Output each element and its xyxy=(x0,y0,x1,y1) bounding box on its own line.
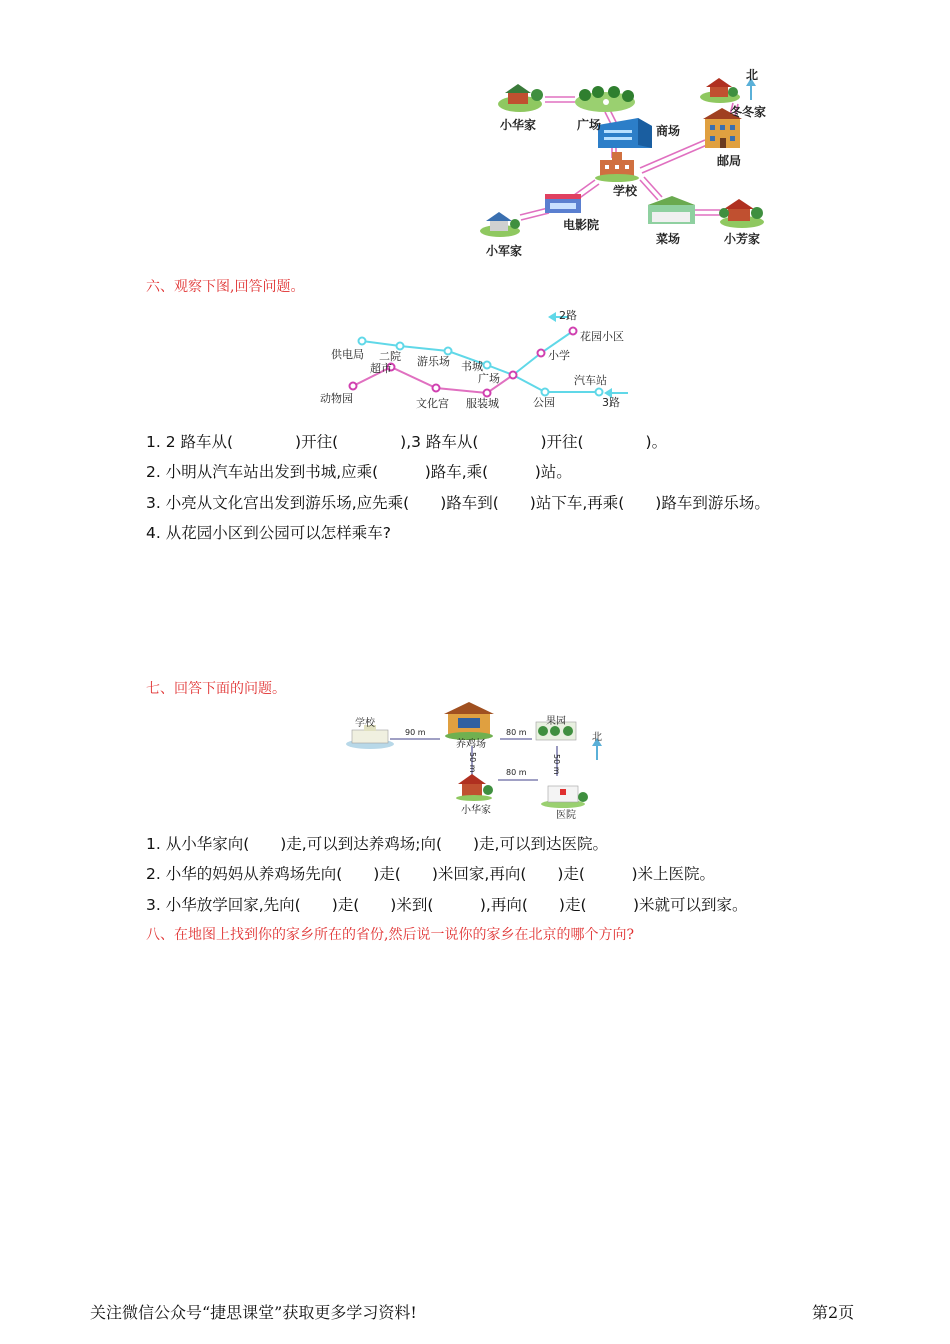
bus-station-label: 汽车站 xyxy=(574,374,607,387)
footer-note: 关注微信公众号“捷思课堂”获取更多学习资料! xyxy=(90,1303,417,1322)
section-6-question-3: 3. 小亮从文化宫出发到游乐场,应先乘( )路车到( )站下车,再乘( )路车到游乐场。 xyxy=(146,494,770,512)
xiaofang-home-label: 小芳家 xyxy=(724,232,761,246)
mall-label: 商场 xyxy=(656,124,681,138)
zoo-label: 动物园 xyxy=(320,392,353,405)
distance-school-farm: 90 m xyxy=(405,728,426,737)
square-label: 广场 xyxy=(577,118,602,132)
primary-school-label: 小学 xyxy=(548,349,570,362)
xiaohua-home-label: 小华家 xyxy=(500,118,537,132)
route-2-label: 2路 xyxy=(559,309,577,322)
xiaohua-home-label: 小华家 xyxy=(461,805,491,816)
chicken-farm-label: 养鸡场 xyxy=(456,739,486,750)
market-label: 菜场 xyxy=(656,232,681,246)
dongdong-home-label: 冬冬家 xyxy=(730,105,767,119)
section-8-title: 八、在地图上找到你的家乡所在的省份,然后说一说你的家乡在北京的哪个方向? xyxy=(146,927,634,943)
school-label: 学校 xyxy=(355,718,375,729)
amusement-label: 游乐场 xyxy=(417,355,450,368)
section-6-question-1: 1. 2 路车从( )开往( ),3 路车从( )开往( )。 xyxy=(146,433,668,451)
hospital-icon xyxy=(541,786,588,808)
bookcity-label: 书城 xyxy=(461,360,483,373)
supermarket-label: 超市 xyxy=(370,362,392,375)
garden-community-label: 花园小区 xyxy=(580,330,624,343)
house-icon xyxy=(456,774,493,801)
power-bureau-label: 供电局 xyxy=(331,348,364,361)
clothing-city-label: 服装城 xyxy=(466,397,499,410)
orchard-label: 果园 xyxy=(546,716,566,727)
section-7-question-3: 3. 小华放学回家,先向( )走( )米到( ),再向( )走( )米就可以到家。 xyxy=(146,896,748,914)
north-label: 北 xyxy=(592,732,602,743)
section-6-title: 六、观察下图,回答问题。 xyxy=(146,279,305,295)
distance-home-hospital: 80 m xyxy=(506,768,527,777)
school-label: 学校 xyxy=(613,184,638,198)
hospital2-label: 二院 xyxy=(379,350,401,363)
section-7-question-1: 1. 从小华家向( )走,可以到达养鸡场;向( )走,可以到达医院。 xyxy=(146,835,608,853)
distance-farm-orchard: 80 m xyxy=(506,728,527,737)
section-6-question-2: 2. 小明从汽车站出发到书城,应乘( )路车,乘( )站。 xyxy=(146,463,572,481)
cinema-label: 电影院 xyxy=(563,218,600,232)
page-number: 第2页 xyxy=(812,1303,855,1322)
route-3-label: 3路 xyxy=(602,396,620,409)
park-label: 公园 xyxy=(533,396,555,409)
culture-palace-label: 文化宫 xyxy=(416,397,449,410)
section-7-title: 七、回答下面的问题。 xyxy=(146,681,286,697)
section-6-question-4: 4. 从花园小区到公园可以怎样乘车? xyxy=(146,524,391,542)
square-stop-label: 广场 xyxy=(478,372,500,385)
section-7-question-2: 2. 小华的妈妈从养鸡场先向( )走( )米回家,再向( )走( )米上医院。 xyxy=(146,865,716,883)
hospital-label: 医院 xyxy=(556,810,576,821)
north-label: 北 xyxy=(746,68,759,82)
xiaojun-home-label: 小军家 xyxy=(486,244,523,258)
post-office-label: 邮局 xyxy=(717,154,742,168)
distance-orchard-hospital: 50 m xyxy=(552,754,561,775)
distance-farm-home: 50 m xyxy=(468,752,477,773)
